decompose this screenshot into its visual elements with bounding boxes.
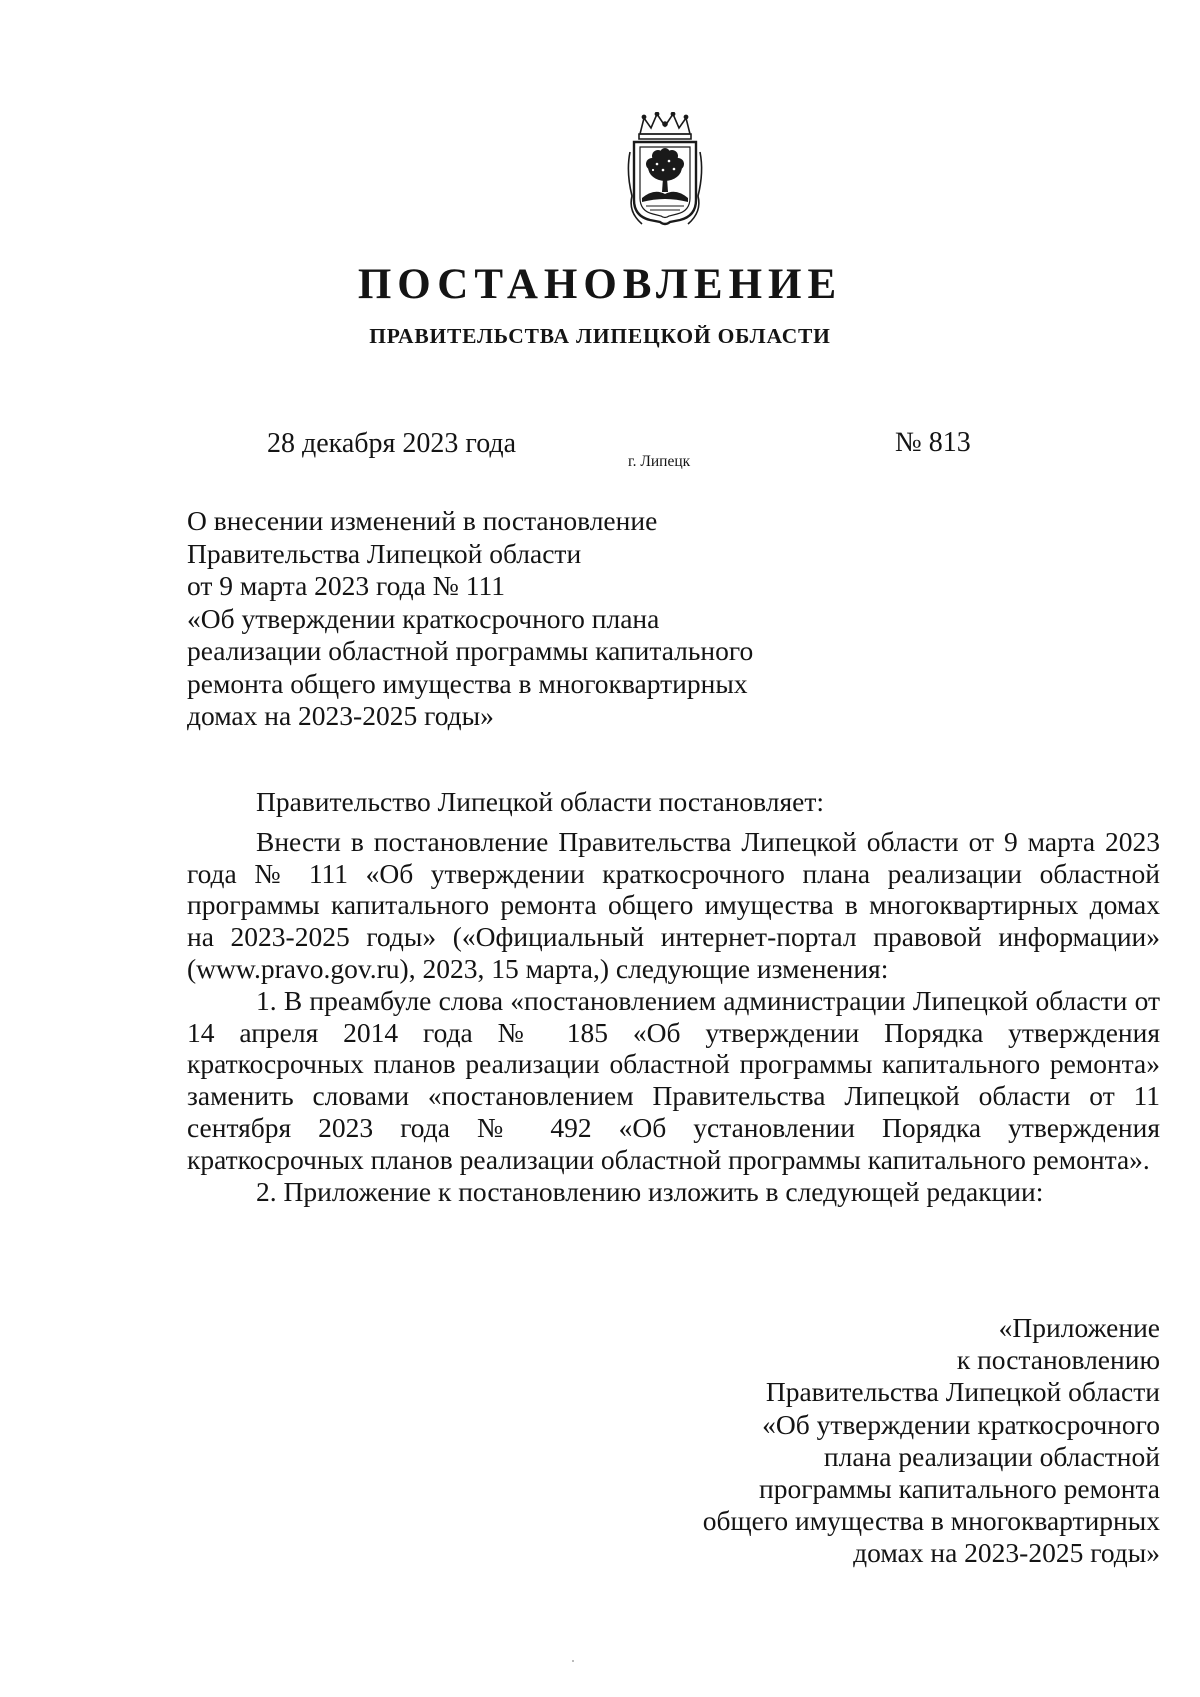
annex-line: «Об утверждении краткосрочного <box>762 1408 1160 1440</box>
document-place: г. Липецк <box>628 453 691 470</box>
issuing-authority: ПРАВИТЕЛЬСТВА ЛИПЕЦКОЙ ОБЛАСТИ <box>369 324 831 348</box>
subject-line: от 9 марта 2023 года № 111 <box>187 570 505 601</box>
body-paragraph: 1. В преамбуле слова «постановлением администрации Липецкой области от 14 апреля 2014 года № 185 «Об утверждении Порядка утверждения краткосрочных планов реализации областной программы капитального ремонта» заменить словами «постановлением Правительства Липецкой области от 11 сентября 2023 года № 492 «Об установлении Порядка утверждения краткосрочных планов реализации областной программы капитального ремонта». <box>187 984 1160 1175</box>
annex-line: плана реализации областной <box>823 1440 1160 1472</box>
annex-line: общего имущества в многоквартирных <box>702 1505 1160 1537</box>
subject-line: Правительства Липецкой области <box>187 537 582 569</box>
subject-line: реализации областной программы капитального <box>187 635 754 666</box>
annex-line: «Приложение <box>998 1312 1160 1343</box>
coat-of-arms-icon <box>624 112 706 232</box>
subject-line: О внесении изменений в постановление <box>187 505 658 536</box>
document-subject <box>187 505 807 733</box>
document-body <box>187 786 1160 1207</box>
annex-line: программы капитального ремонта <box>759 1473 1160 1505</box>
scan-speck <box>572 1660 574 1662</box>
preamble-paragraph: Правительство Липецкой области постановляет: <box>256 786 825 817</box>
document-date: 28 декабря 2023 года <box>267 428 517 459</box>
document-number: № 813 <box>895 427 971 458</box>
document-title: ПОСТАНОВЛЕНИЕ <box>357 261 843 308</box>
annex-line: Правительства Липецкой области <box>765 1376 1160 1408</box>
subject-line: ремонта общего имущества в многоквартирных <box>187 667 748 699</box>
annex-line: домах на 2023-2025 годы» <box>853 1537 1160 1569</box>
subject-line: «Об утверждении краткосрочного плана <box>187 602 660 634</box>
body-paragraph: 2. Приложение к постановлению изложить в следующей редакции: <box>256 1175 1044 1207</box>
body-paragraph: Внести в постановление Правительства Липецкой области от 9 марта 2023 года № 111 «Об утверждении краткосрочного плана реализации областной программы капитального ремонта общего имущества в многоквартирных домах на 2023-2025 годы» («Официальный интернет-портал правовой информации» (www.pravo.gov.ru), 2023, 15 марта,) следующие изменения: <box>187 825 1160 984</box>
annex-header <box>620 1312 1160 1570</box>
annex-line: к постановлению <box>956 1344 1160 1376</box>
subject-line: домах на 2023-2025 годы» <box>187 700 494 731</box>
